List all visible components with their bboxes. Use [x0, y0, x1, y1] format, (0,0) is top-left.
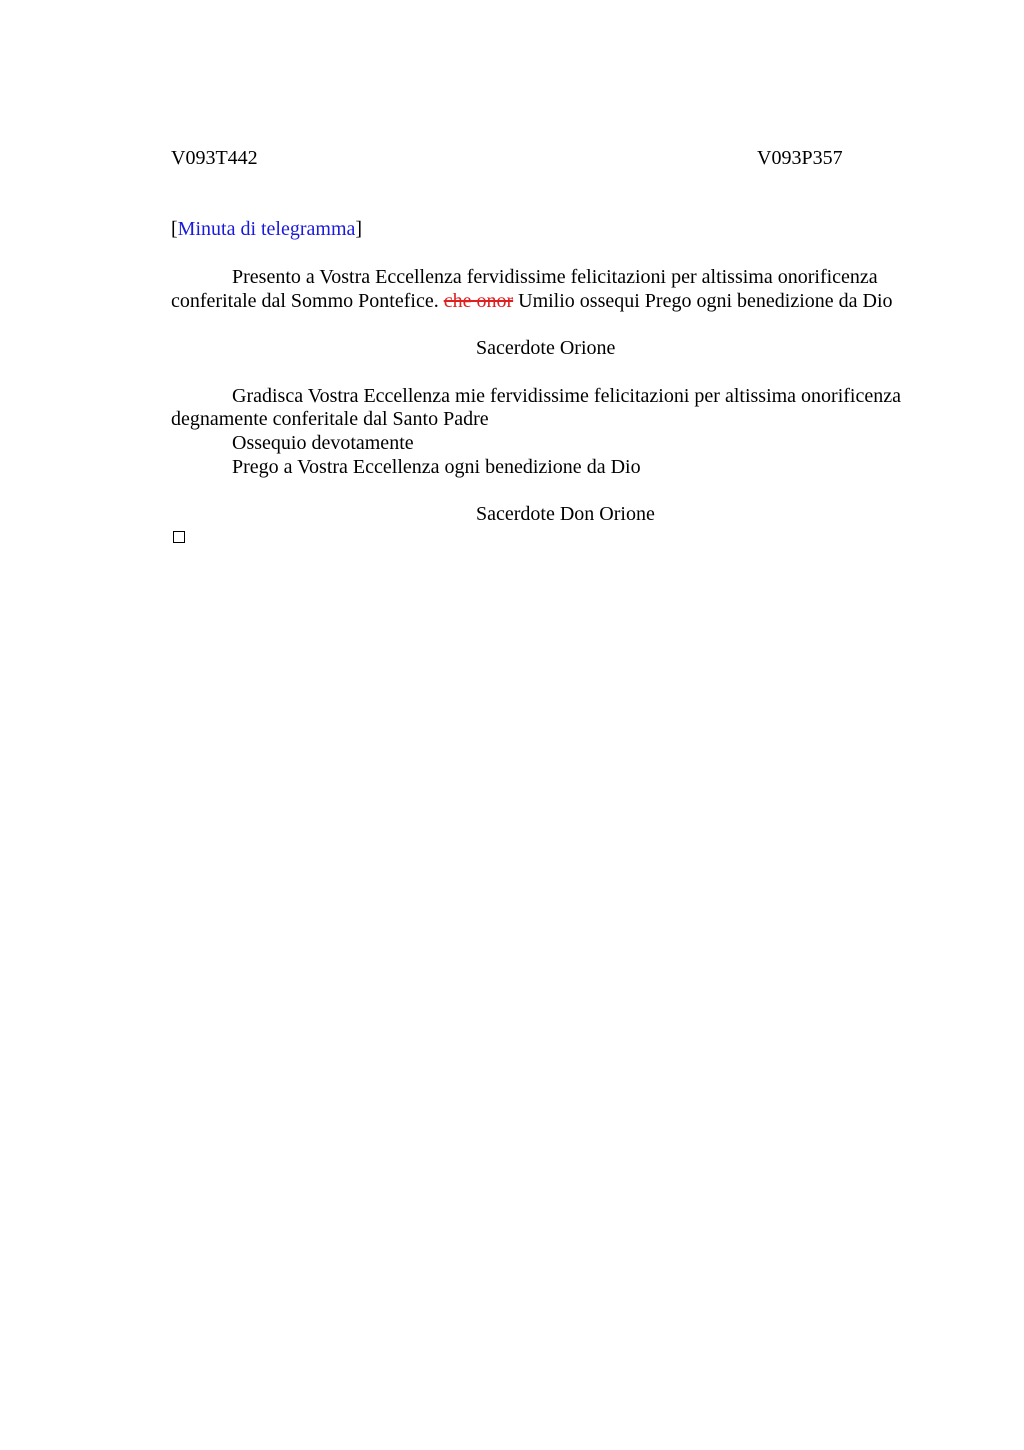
deleted-text: che onor: [443, 290, 514, 312]
first-draft-line-2: [171, 289, 893, 313]
first-draft-line-1: Presento a Vostra Eccellenza fervidissime felicitazioni per altissima onorificenza: [232, 266, 878, 288]
second-draft-signature: Sacerdote Don Orione: [476, 503, 655, 525]
first-draft-line-2-end: Umilio ossequi Prego ogni benedizione da Dio: [513, 290, 893, 312]
second-draft-line-3: Ossequio devotamente: [232, 432, 414, 454]
second-draft-line-1: Gradisca Vostra Eccellenza mie fervidissime felicitazioni per altissima onorificenza: [232, 385, 901, 407]
first-draft-line-2-start: conferitale dal Sommo Pontefice.: [171, 290, 444, 312]
title-open-bracket: [: [171, 218, 178, 240]
document-code-left: V093T442: [171, 147, 258, 169]
end-marker-square-icon: [173, 531, 185, 543]
second-draft-line-4: Prego a Vostra Eccellenza ogni benedizione da Dio: [232, 456, 641, 478]
title-text: Minuta di telegramma: [177, 218, 356, 240]
title-close-bracket: ]: [355, 218, 363, 240]
first-draft-signature: Sacerdote Orione: [476, 337, 616, 359]
document-title: [171, 217, 362, 241]
second-draft-line-2: degnamente conferitale dal Santo Padre: [171, 408, 489, 430]
document-code-right: V093P357: [757, 147, 843, 169]
